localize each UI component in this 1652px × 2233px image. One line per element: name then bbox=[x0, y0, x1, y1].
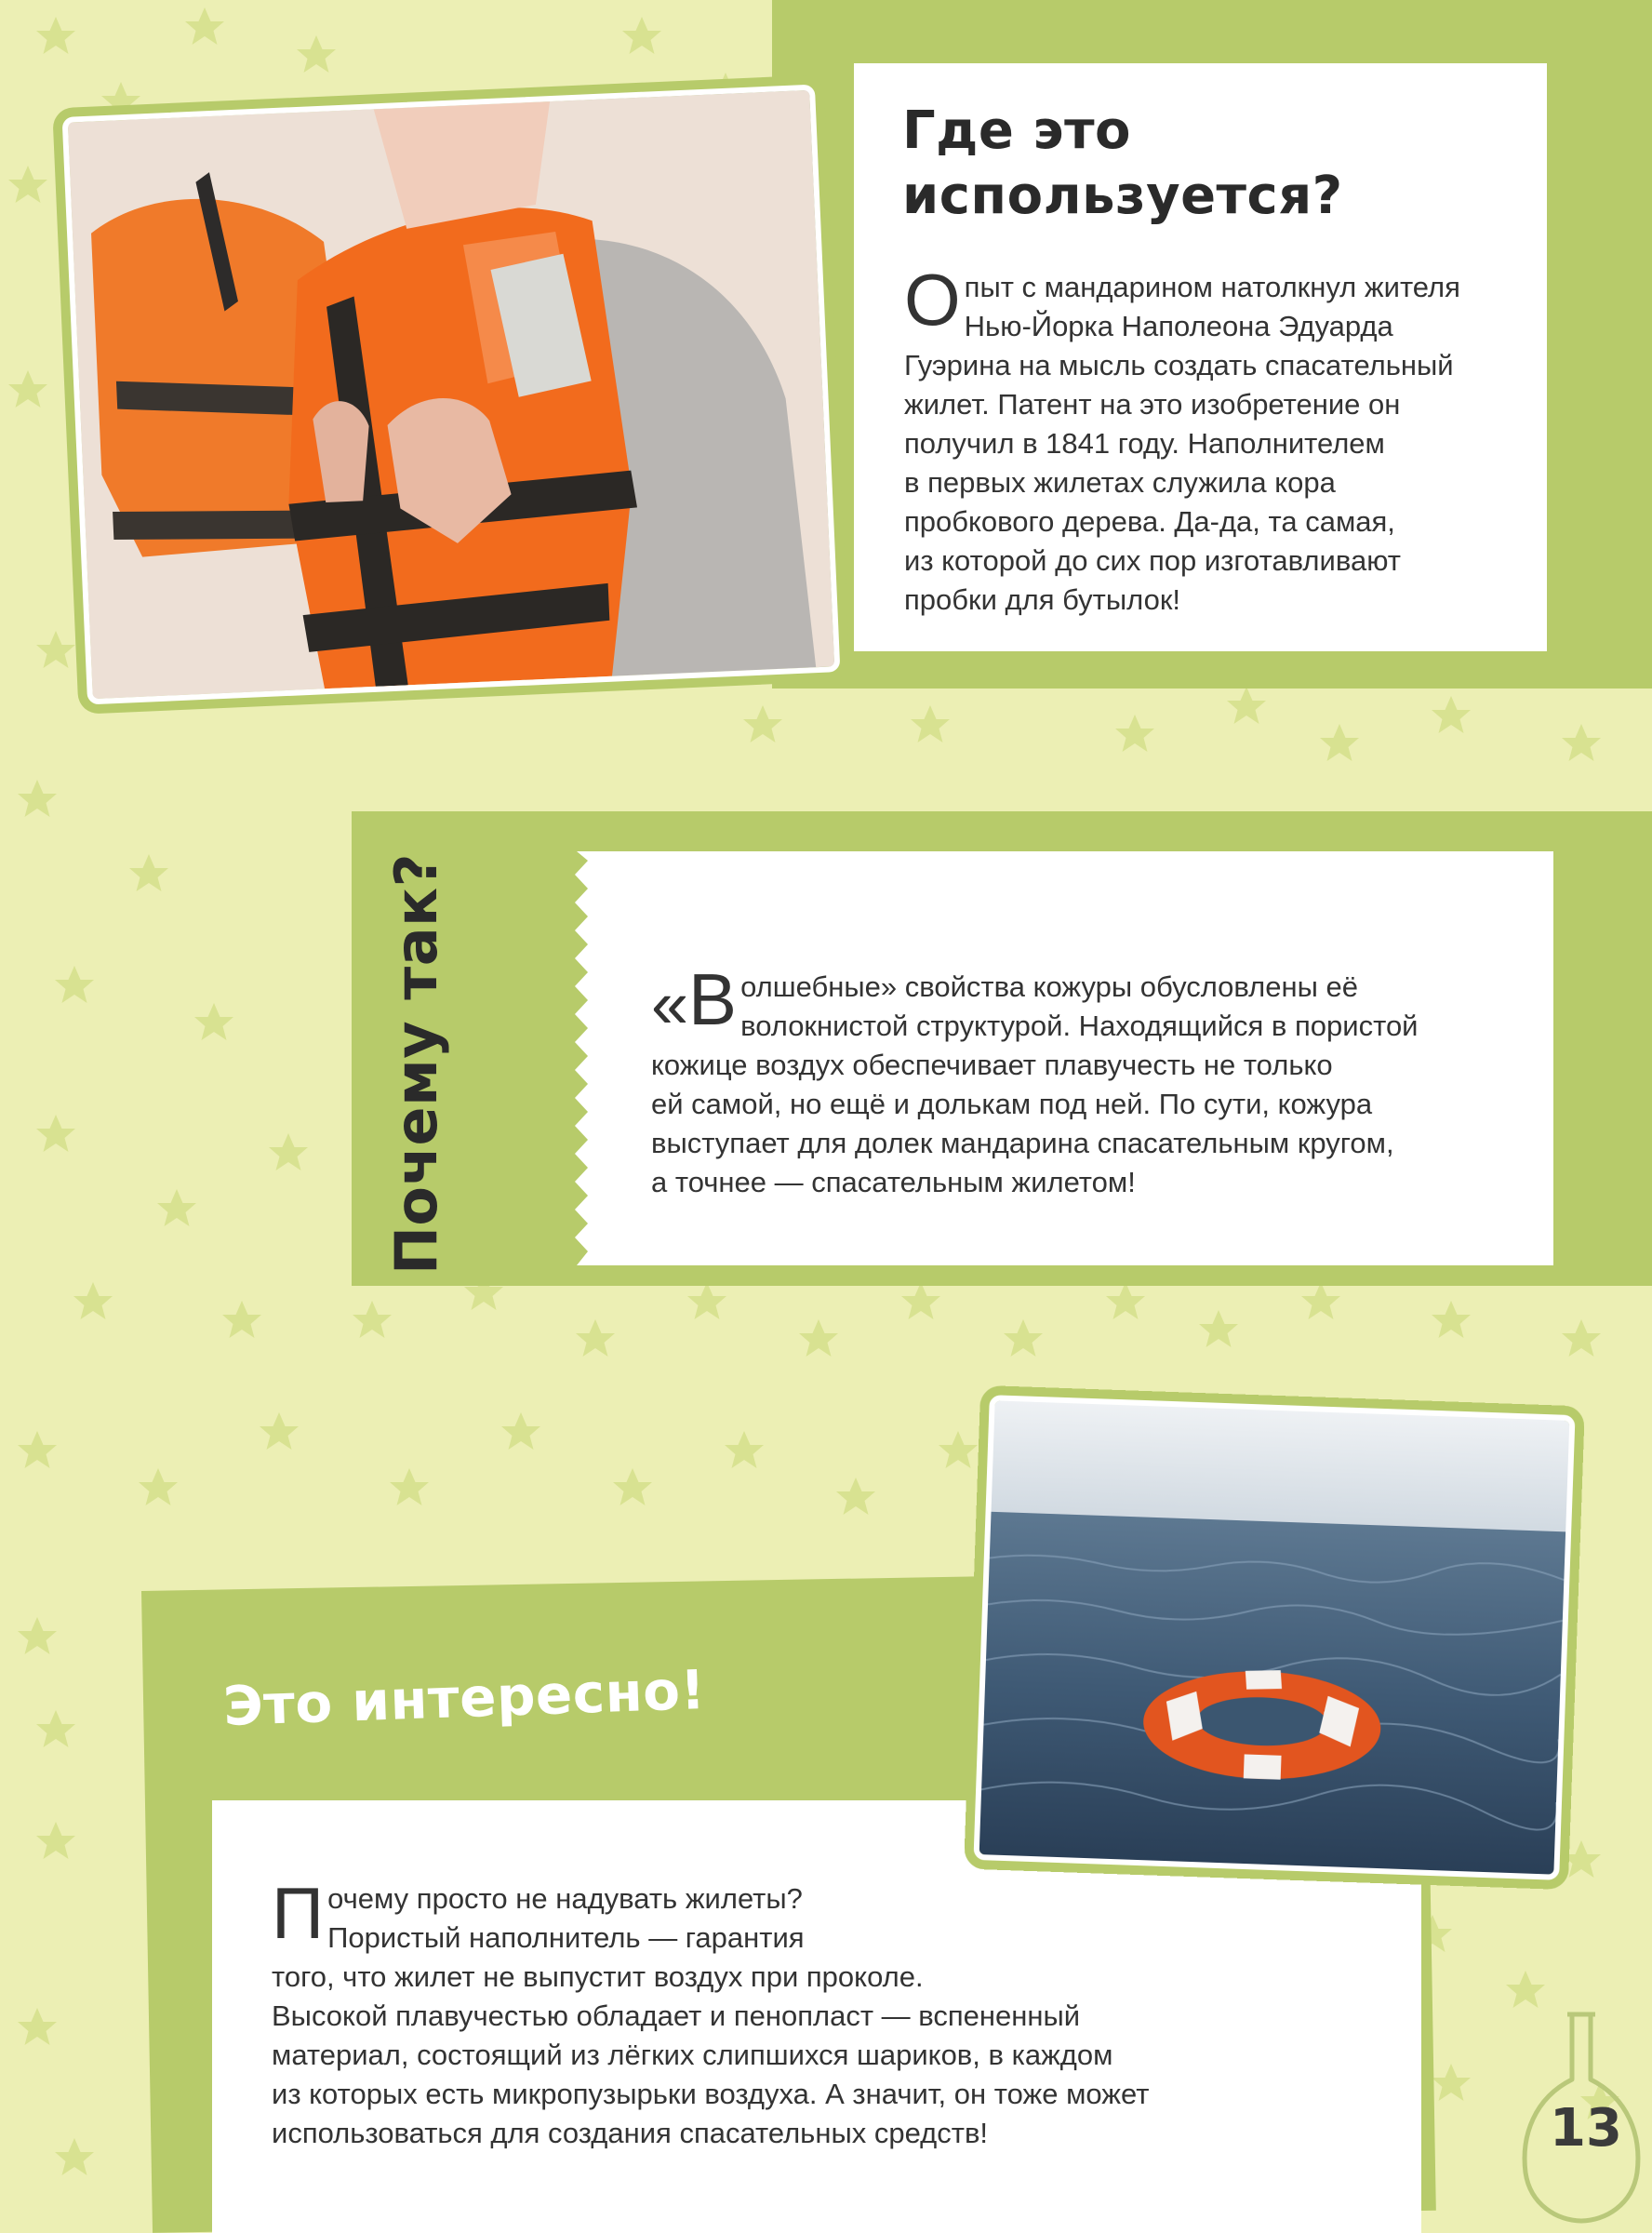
section1-title-line1: Где это bbox=[902, 100, 1132, 161]
paragraph-line: олшебные» свойства кожуры обусловлены её bbox=[740, 970, 1358, 1003]
page-number: 13 bbox=[1550, 2098, 1622, 2159]
section2-title-text: Почему так? bbox=[382, 852, 450, 1275]
paragraph-line: Гуэрина на мысль создать спасательный bbox=[904, 349, 1454, 381]
life-jacket-photo bbox=[52, 74, 850, 715]
paragraph-line: в первых жилетах служила кора bbox=[904, 466, 1336, 499]
section1-text-card bbox=[854, 63, 1547, 651]
section2-title-vertical bbox=[370, 800, 463, 1284]
paragraph-line: жилет. Патент на это изобретение он bbox=[904, 388, 1401, 421]
paragraph-line: волокнистой структурой. Находящийся в пористой bbox=[740, 1010, 1419, 1042]
section3-body bbox=[272, 1872, 1416, 2153]
paragraph-line: кожице воздух обеспечивает плавучесть не только bbox=[651, 1049, 1333, 1081]
paragraph-line: пробки для бутылок! bbox=[904, 583, 1180, 616]
section2-body bbox=[651, 958, 1544, 1202]
section2-drop-cap: В bbox=[688, 958, 738, 1040]
section2-quote-mark: « bbox=[651, 968, 689, 1042]
section1-title bbox=[902, 99, 1343, 229]
paragraph-line: из которой до сих пор изготавливают bbox=[904, 544, 1401, 577]
life-jacket-illustration bbox=[68, 90, 834, 699]
paragraph-line: использоваться для создания спасательных средств! bbox=[272, 2117, 989, 2149]
paragraph-line: Высокой плавучестью обладает и пенопласт — вспененный bbox=[272, 1999, 1081, 2032]
paragraph-line: того, что жилет не выпустит воздух при проколе. bbox=[272, 1960, 924, 1993]
paragraph-line: материал, состоящий из лёгких слипшихся шариков, в каждом bbox=[272, 2039, 1113, 2071]
sea-life-ring-illustration bbox=[979, 1400, 1570, 1874]
paragraph-line: получил в 1841 году. Наполнителем bbox=[904, 427, 1385, 460]
paragraph-line: очему просто не надувать жилеты? bbox=[327, 1882, 803, 1915]
paragraph-line: Нью-Йорка Наполеона Эдуарда bbox=[964, 310, 1393, 342]
paragraph-line: ей самой, но ещё и долькам под ней. По сути, кожура bbox=[651, 1088, 1373, 1120]
life-ring-photo bbox=[964, 1385, 1585, 1890]
paragraph-line: пыт с мандарином натолкнул жителя bbox=[964, 271, 1460, 303]
section1-body bbox=[904, 259, 1537, 620]
section3-title: Это интересно! bbox=[221, 1657, 707, 1739]
section1-title-line2: используется? bbox=[902, 166, 1343, 226]
section3-drop-cap: П bbox=[272, 1872, 325, 1954]
paragraph-line: из которых есть микропузырьки воздуха. А значит, он тоже может bbox=[272, 2078, 1150, 2110]
section1-drop-cap: О bbox=[904, 259, 961, 341]
paragraph-line: пробкового дерева. Да-да, та самая, bbox=[904, 505, 1395, 538]
paragraph-line: выступает для долек мандарина спасательным кругом, bbox=[651, 1127, 1394, 1159]
paragraph-line: а точнее — спасательным жилетом! bbox=[651, 1166, 1136, 1198]
paragraph-line: Пористый наполнитель — гарантия bbox=[327, 1921, 805, 1954]
